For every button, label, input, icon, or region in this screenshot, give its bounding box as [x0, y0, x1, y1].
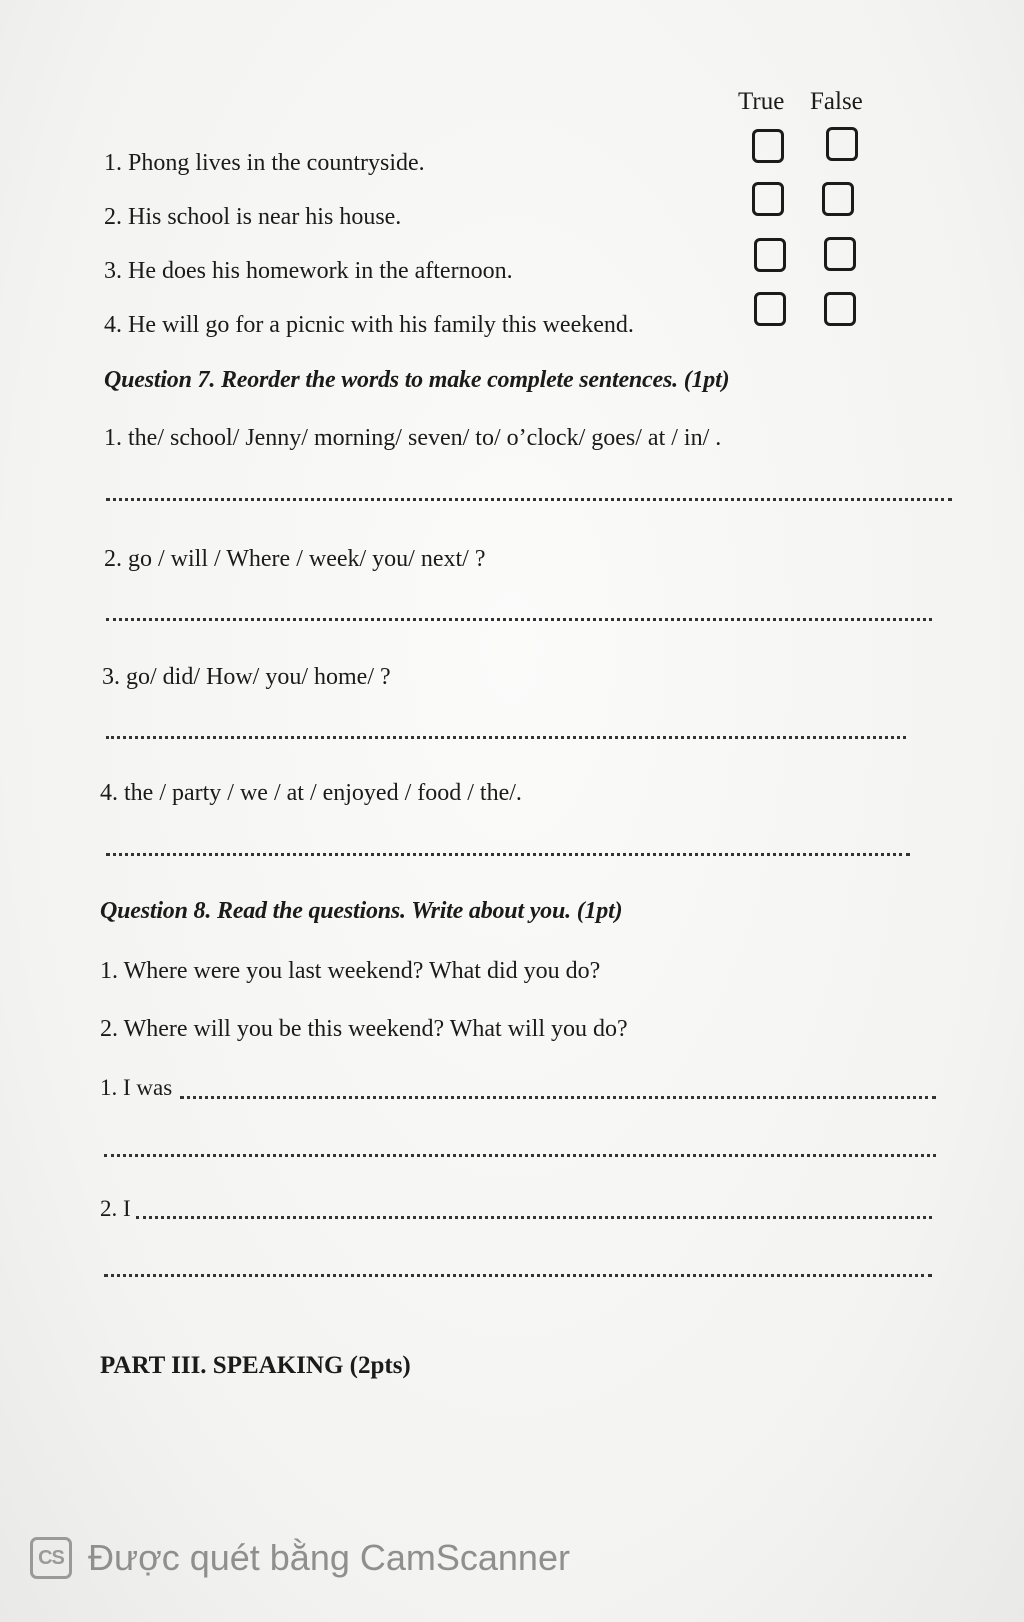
part3-title: PART III. SPEAKING (2pts): [100, 1352, 411, 1379]
q8-answer-2-prefix: 2. I: [100, 1196, 131, 1221]
camscanner-watermark: [30, 1537, 570, 1579]
question7-title: Question 7. Reorder the words to make complete sentences. (1pt): [104, 367, 730, 393]
q7-answer-line-4[interactable]: [106, 853, 910, 856]
q8-answer-1-prefix: 1. I was: [100, 1075, 173, 1100]
q7-item-1: 1. the/ school/ Jenny/ morning/ seven/ to/ o’clock/ goes/ at / in/ .: [104, 425, 722, 451]
q8-question-2: 2. Where will you be this weekend? What will you do?: [100, 1016, 628, 1042]
camscanner-icon: CS: [30, 1537, 72, 1579]
q7-answer-line-1[interactable]: [106, 498, 952, 501]
tf-statement-4: 4. He will go for a picnic with his family this weekend.: [104, 312, 634, 338]
false-column-header: False: [810, 88, 863, 115]
true-column-header: True: [738, 88, 785, 115]
false-checkbox-4[interactable]: [824, 292, 856, 326]
q8-question-1: 1. Where were you last weekend? What did you do?: [100, 958, 601, 984]
q7-item-4: 4. the / party / we / at / enjoyed / food / the/.: [100, 780, 522, 806]
q7-answer-line-3[interactable]: [106, 736, 906, 739]
tf-statement-2: 2. His school is near his house.: [104, 204, 402, 230]
q8-answer-line-1[interactable]: [180, 1096, 936, 1099]
camscanner-text: Được quét bằng CamScanner: [88, 1537, 570, 1578]
q7-answer-line-2[interactable]: [106, 618, 932, 621]
true-checkbox-2[interactable]: [752, 182, 784, 216]
tf-statement-1: 1. Phong lives in the countryside.: [104, 150, 425, 176]
true-checkbox-1[interactable]: [752, 129, 784, 163]
q7-item-2: 2. go / will / Where / week/ you/ next/ ?: [104, 546, 486, 572]
true-checkbox-3[interactable]: [754, 238, 786, 272]
q7-item-3: 3. go/ did/ How/ you/ home/ ?: [102, 664, 391, 690]
false-checkbox-3[interactable]: [824, 237, 856, 271]
true-checkbox-4[interactable]: [754, 292, 786, 326]
false-checkbox-1[interactable]: [826, 127, 858, 161]
question8-title: Question 8. Read the questions. Write about you. (1pt): [100, 898, 623, 924]
q8-answer-line-2[interactable]: [104, 1154, 936, 1157]
tf-statement-3: 3. He does his homework in the afternoon.: [104, 258, 513, 284]
q8-answer-line-4[interactable]: [104, 1274, 932, 1277]
false-checkbox-2[interactable]: [822, 182, 854, 216]
q8-answer-line-3[interactable]: [136, 1216, 932, 1219]
